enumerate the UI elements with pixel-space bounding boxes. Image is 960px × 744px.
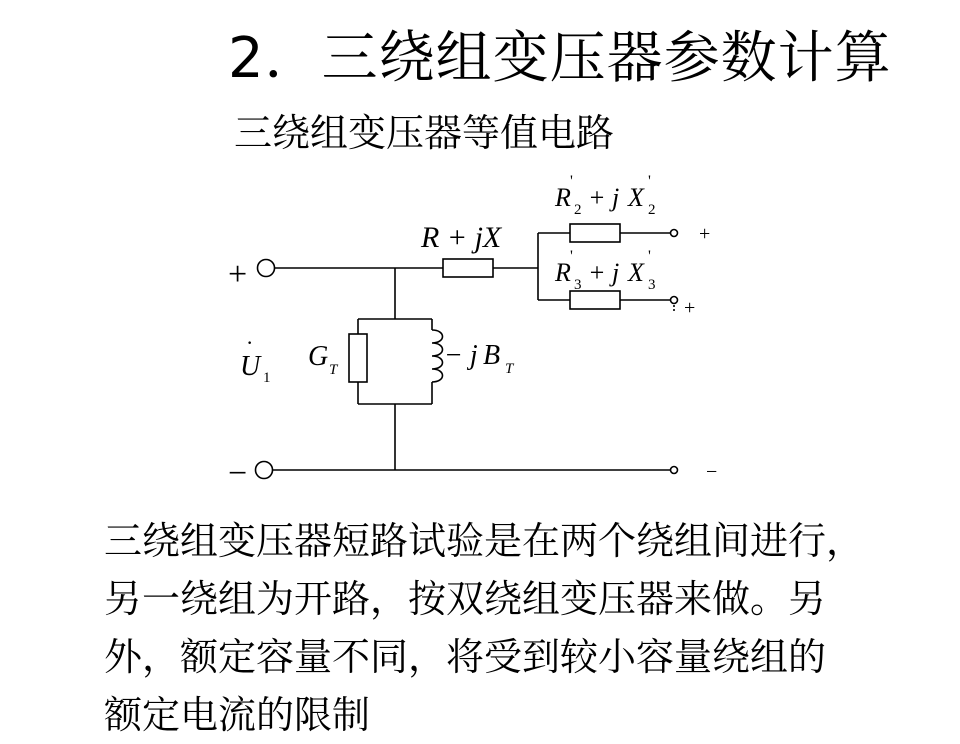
- branch2-r-prime: ': [570, 173, 573, 190]
- conductance-subscript: T: [329, 362, 338, 378]
- body-line-4: 额定电流的限制: [104, 693, 371, 737]
- branch2-plus-j: + j: [588, 183, 620, 212]
- series-resistor: [443, 259, 493, 277]
- branch3-terminal: [671, 297, 678, 304]
- input-terminal-top: [258, 260, 275, 277]
- input-terminal-bottom: [256, 462, 273, 479]
- branch3-plus-sign: +: [684, 297, 696, 319]
- voltage-subscript: 1: [263, 370, 271, 386]
- input-minus-sign: −: [228, 455, 248, 492]
- slide-title: 2．三绕组变压器参数计算: [228, 26, 892, 91]
- series-impedance-label: R + jX: [421, 221, 502, 254]
- bottom-right-terminal: [671, 467, 678, 474]
- branch3-r-subscript: 3: [574, 277, 582, 293]
- branch2-terminal: [671, 230, 678, 237]
- branch2-x-subscript: 2: [648, 202, 656, 218]
- voltage-dot: ·: [246, 330, 254, 355]
- conductance-symbol: G: [308, 341, 329, 372]
- susceptance-symbol: B: [483, 340, 501, 371]
- branch3-r-symbol: R: [555, 258, 571, 287]
- branch3-r-prime: ': [570, 248, 573, 265]
- branch2-r-symbol: R: [555, 183, 571, 212]
- body-line-3: 外，额定容量不同，将受到较小容量绕组的: [104, 635, 827, 679]
- susceptance-prefix: − j: [444, 340, 478, 371]
- susceptance-inductor: [432, 330, 443, 382]
- slide-subtitle: 三绕组变压器等值电路: [234, 111, 615, 155]
- branch3-x-subscript: 3: [648, 277, 656, 293]
- branch2-x-prime: ': [648, 173, 651, 190]
- branch2-resistor: [570, 224, 620, 242]
- branch3-resistor: [570, 291, 620, 309]
- body-line-2: 另一绕组为开路，按双绕组变压器来做。另: [104, 577, 827, 621]
- susceptance-subscript: T: [505, 361, 514, 377]
- branch3-x-prime: ': [648, 248, 651, 265]
- branch2-r-subscript: 2: [574, 202, 582, 218]
- branch3-plus-j: + j: [588, 258, 620, 287]
- branch2-x-symbol: X: [628, 183, 644, 212]
- conductance-resistor: [349, 334, 367, 382]
- body-paragraph: [104, 512, 954, 744]
- output-minus-sign: −: [706, 461, 718, 483]
- branch3-x-symbol: X: [628, 258, 644, 287]
- body-line-1: 三绕组变压器短路试验是在两个绕组间进行，: [104, 519, 865, 563]
- input-plus-sign: +: [228, 256, 248, 293]
- branch2-plus-sign: +: [699, 223, 711, 245]
- voltage-symbol: U: [240, 351, 261, 382]
